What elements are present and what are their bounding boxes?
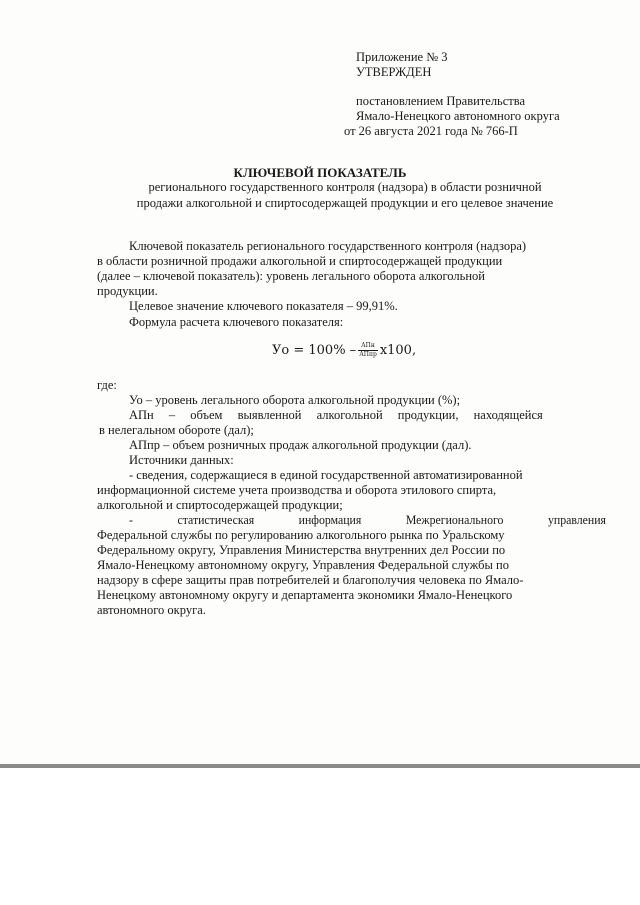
formula-numerator: АПн [358, 342, 378, 351]
source-1-line-1: - сведения, содержащиеся в единой государственной автоматизированной [129, 468, 523, 482]
document-subtitle-1: регионального государственного контроля (надзора) в области розничной [148, 180, 542, 194]
decree-line-2: Ямало-Ненецкого автономного округа [356, 109, 560, 123]
formula-fraction [358, 342, 378, 359]
source-2-line-1: - статистическая информация Межрегионального управления [129, 513, 606, 527]
source-2-line-3: Федеральному округу, Управления Министерства внутренних дел России по [97, 543, 506, 557]
intro-line-4: продукции. [97, 284, 158, 298]
source-1-line-2: информационной системе учета производства и оборота этилового спирта, [97, 483, 497, 497]
definition-appr: АПпр – объем розничных продаж алкогольной продукции (дал). [129, 438, 472, 452]
intro-line-1: Ключевой показатель регионального государственного контроля (надзора) [129, 239, 527, 253]
sources-label: Источники данных: [129, 453, 234, 467]
target-value: Целевое значение ключевого показателя – 99,91%. [129, 299, 398, 313]
source-2-line-4: Ямало-Ненецкому автономному округу, Управления Федеральной службы по [97, 558, 509, 572]
formula-label: Формула расчета ключевого показателя: [129, 315, 344, 329]
formula-lhs: Уо = 100% – [272, 343, 357, 358]
document-title: КЛЮЧЕВОЙ ПОКАЗАТЕЛЬ [233, 165, 407, 180]
intro-line-3: (далее – ключевой показатель): уровень легального оборота алкогольной [97, 269, 485, 283]
source-2-line-6: Ненецкому автономному округу и департамента экономики Ямало-Ненецкого [97, 588, 513, 602]
where-label: где: [97, 378, 117, 392]
intro-line-2: в области розничной продажи алкогольной и спиртосодержащей продукции [97, 254, 503, 268]
decree-line-1: постановлением Правительства [356, 94, 526, 108]
source-2-line-5: надзору в сфере защиты прав потребителей и благополучия человека по Ямало- [97, 573, 524, 587]
source-1-line-3: алкогольной и спиртосодержащей продукции; [97, 498, 343, 512]
formula [272, 342, 416, 359]
definition-yo: Уо – уровень легального оборота алкогольной продукции (%); [129, 393, 461, 407]
approved-label: УТВЕРЖДЕН [356, 65, 432, 79]
source-2-line-2: Федеральной службы по регулированию алкогольного рынка по Уральскому [97, 528, 505, 542]
source-2-line-7: автономного округа. [97, 603, 206, 617]
decree-line-3: от 26 августа 2021 года № 766-П [344, 124, 518, 138]
scan-edge [0, 764, 640, 768]
document-subtitle-2: продажи алкогольной и спиртосодержащей продукции и его целевое значение [136, 196, 554, 210]
appendix-number: Приложение № 3 [356, 50, 448, 64]
formula-denominator: АПпр [359, 351, 377, 358]
definition-apn-2: в нелегальном обороте (дал); [99, 423, 254, 437]
definition-apn-1: АПн – объем выявленной алкогольной продукции, находящейся [129, 408, 543, 422]
formula-rhs: x100, [379, 343, 417, 358]
